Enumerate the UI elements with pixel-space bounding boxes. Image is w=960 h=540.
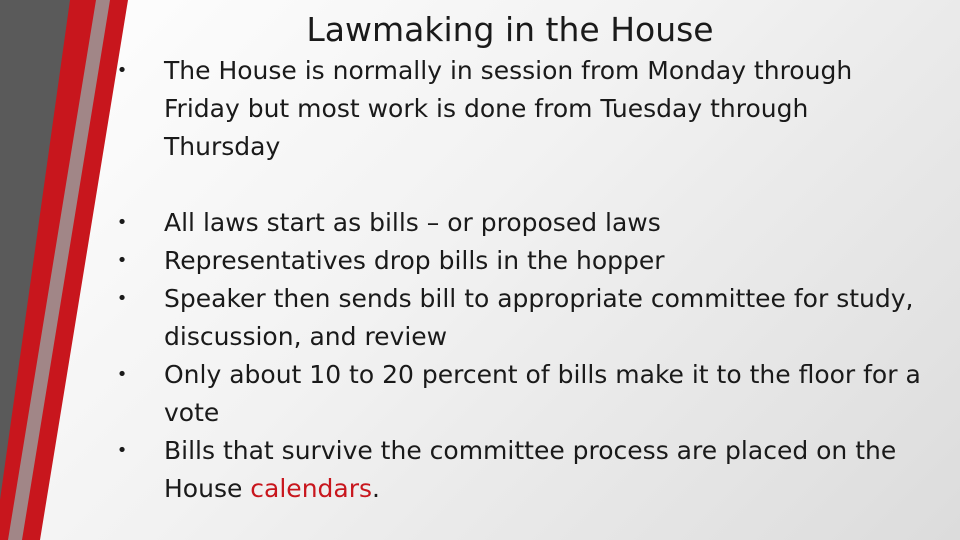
bullet-text — [164, 436, 896, 503]
bullet-dot: • — [116, 364, 128, 385]
highlighted-term: calendars — [250, 474, 373, 503]
bullet-dot: • — [116, 60, 128, 81]
bullet-text: Representatives drop bills in the hopper — [164, 246, 665, 275]
bullet-text: The House is normally in session from Monday through Friday but most work is done from Tuesday through Thursday — [164, 56, 853, 161]
bullet-item — [112, 280, 932, 356]
bullet-item — [112, 242, 932, 280]
bullet-text: All laws start as bills – or proposed laws — [164, 208, 661, 237]
slide-title: Lawmaking in the House — [306, 10, 714, 49]
bullet-item — [112, 432, 932, 508]
bullet-dot: • — [116, 250, 128, 271]
bullet-item — [112, 52, 932, 166]
bullet-dot: • — [116, 440, 128, 461]
bullet-text-before: Bills that survive the committee process are placed on the House — [164, 436, 897, 503]
bullet-text-after: . — [372, 474, 380, 503]
bullet-dot: • — [116, 288, 128, 309]
bullet-list — [112, 52, 932, 508]
bullet-dot: • — [116, 212, 128, 233]
bullet-text: Only about 10 to 20 percent of bills make it to the floor for a vote — [164, 360, 921, 427]
bullet-item — [112, 356, 932, 432]
bullet-item — [112, 204, 932, 242]
bullet-text: Speaker then sends bill to appropriate committee for study, discussion, and review — [164, 284, 914, 351]
